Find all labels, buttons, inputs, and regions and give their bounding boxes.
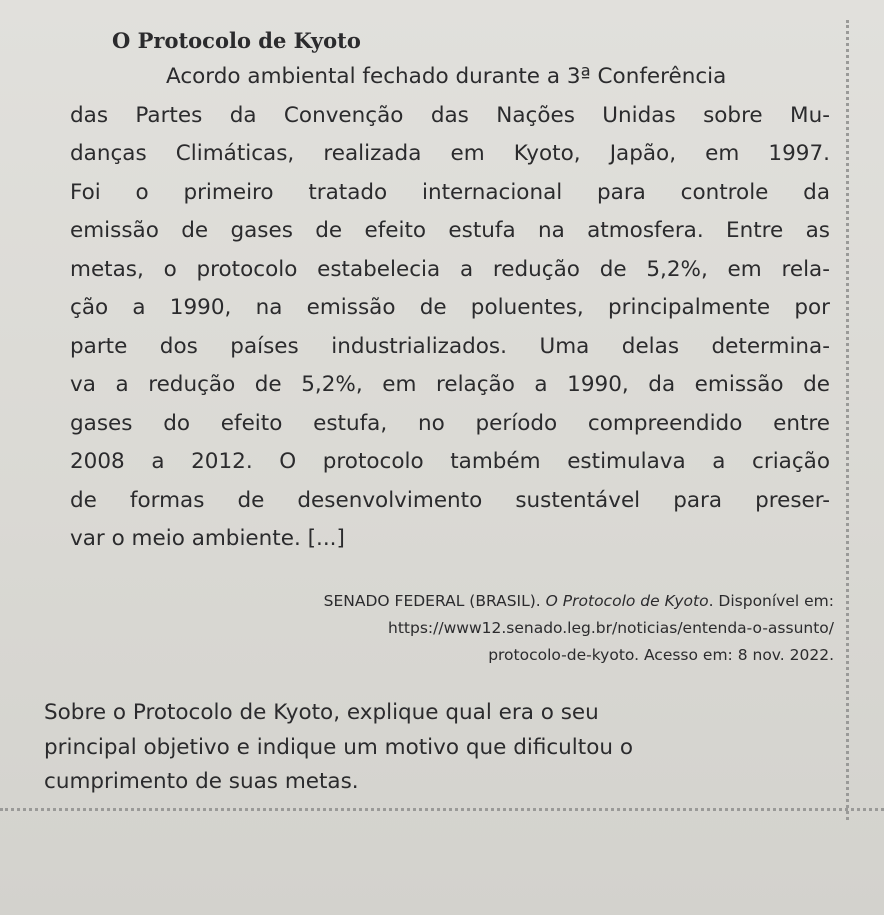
question-line: cumprimento de suas metas. bbox=[44, 769, 359, 794]
text-line: das Partes da Convenção das Nações Unidas sobre Mu- bbox=[70, 102, 830, 128]
text-line: gases do efeito estufa, no período compreendido entre bbox=[70, 410, 830, 436]
margin-dotted-line bbox=[846, 20, 849, 820]
citation-line-1 bbox=[324, 588, 834, 615]
citation-available: . Disponível em: bbox=[708, 592, 834, 610]
answer-dotted-line bbox=[0, 808, 884, 811]
text-line: metas, o protocolo estabelecia a redução de 5,2%, em rela- bbox=[70, 256, 830, 282]
citation-work: O Protocolo de Kyoto bbox=[545, 592, 709, 610]
citation-url: https://www12.senado.leg.br/noticias/entenda-o-assunto/ bbox=[388, 619, 834, 637]
text-line: danças Climáticas, realizada em Kyoto, Japão, em 1997. bbox=[70, 141, 830, 166]
text-line: ção a 1990, na emissão de poluentes, principalmente por bbox=[70, 295, 830, 320]
exercise-question bbox=[44, 696, 844, 800]
text-line: Foi o primeiro tratado internacional para controle da bbox=[70, 179, 830, 205]
source-citation bbox=[324, 588, 834, 669]
citation-access: protocolo-de-kyoto. Acesso em: 8 nov. 2022. bbox=[488, 646, 834, 664]
question-line: Sobre o Protocolo de Kyoto, explique qual era o seu bbox=[44, 700, 599, 725]
article-excerpt bbox=[70, 58, 830, 559]
citation-author: SENADO FEDERAL (BRASIL). bbox=[323, 592, 541, 610]
text-line: 2008 a 2012. O protocolo também estimulava a criação bbox=[70, 449, 830, 474]
text-line: de formas de desenvolvimento sustentável para preser- bbox=[70, 487, 830, 513]
text-line: Acordo ambiental fechado durante a 3ª Conferência bbox=[166, 64, 727, 89]
text-line: emissão de gases de efeito estufa na atmosfera. Entre as bbox=[70, 218, 830, 243]
question-line: principal objetivo e indique um motivo que dificultou o bbox=[44, 734, 633, 760]
text-line: var o meio ambiente. [...] bbox=[70, 526, 345, 551]
section-title: O Protocolo de Kyoto bbox=[112, 28, 361, 53]
text-line: va a redução de 5,2%, em relação a 1990, da emissão de bbox=[70, 372, 830, 397]
text-line: parte dos países industrializados. Uma delas determina- bbox=[70, 333, 830, 359]
